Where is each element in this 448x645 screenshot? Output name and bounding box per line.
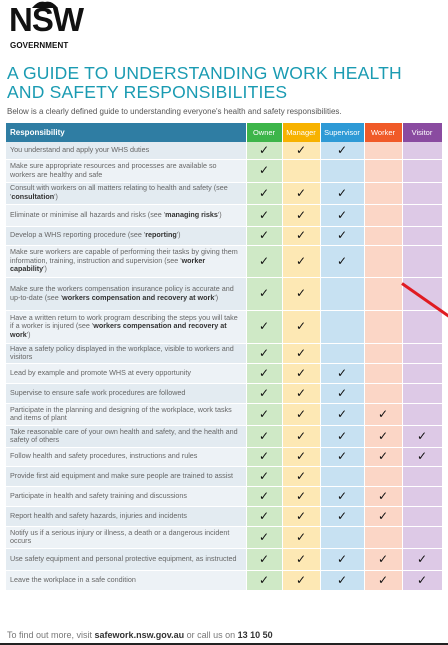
responsibility-text: Follow health and safety procedures, instructions and rules <box>10 451 198 461</box>
check-cell-supervisor <box>320 182 364 204</box>
check-mark-icon: ✓ <box>258 449 270 464</box>
table-row <box>6 159 442 182</box>
responsibility-text: Consult with workers on all matters relating to health and safety (see ' <box>10 183 228 201</box>
logo-government: GOVERNMENT <box>10 41 69 50</box>
check-mark-icon: ✓ <box>336 488 348 503</box>
check-mark-icon: ✓ <box>336 185 348 200</box>
check-cell-owner <box>246 363 282 383</box>
check-cell-manager <box>282 277 320 310</box>
footer-contact <box>7 630 273 640</box>
responsibility-cell <box>6 226 246 245</box>
check-cell-owner <box>246 466 282 486</box>
table-row <box>6 226 442 245</box>
check-mark-icon: ✓ <box>258 529 270 544</box>
responsibility-cell <box>6 570 246 590</box>
check-cell-worker <box>364 570 402 590</box>
check-cell-manager <box>282 245 320 277</box>
check-mark-icon: ✓ <box>258 551 270 566</box>
check-cell-owner <box>246 226 282 245</box>
check-mark-icon: ✓ <box>416 572 428 587</box>
check-cell-owner <box>246 383 282 403</box>
check-cell-visitor <box>402 526 442 548</box>
check-cell-supervisor <box>320 526 364 548</box>
responsibility-text-end: ') <box>43 264 47 274</box>
check-cell-supervisor <box>320 570 364 590</box>
table-row <box>6 403 442 425</box>
page-title-line-2: AND SAFETY RESPONSIBILITIES <box>7 82 288 102</box>
check-cell-supervisor <box>320 310 364 343</box>
check-mark-icon: ✓ <box>295 551 307 566</box>
check-cell-worker <box>364 277 402 310</box>
table-row <box>6 548 442 570</box>
check-cell-supervisor <box>320 403 364 425</box>
check-mark-icon: ✓ <box>336 228 348 243</box>
check-cell-supervisor <box>320 204 364 226</box>
table-row <box>6 486 442 506</box>
check-mark-icon: ✓ <box>258 253 270 268</box>
responsibility-cell <box>6 403 246 425</box>
check-mark-icon: ✓ <box>258 572 270 587</box>
check-cell-owner <box>246 506 282 526</box>
check-cell-manager <box>282 204 320 226</box>
check-cell-supervisor <box>320 383 364 403</box>
check-cell-supervisor <box>320 425 364 447</box>
responsibility-text: Develop a WHS reporting procedure (see ' <box>10 230 146 240</box>
footer-phone[interactable]: 13 10 50 <box>237 630 273 640</box>
check-cell-visitor <box>402 506 442 526</box>
check-mark-icon: ✓ <box>416 551 428 566</box>
check-mark-icon: ✓ <box>336 428 348 443</box>
check-cell-worker <box>364 182 402 204</box>
responsibility-text: Participate in the planning and designing of the workplace, work tasks and items of plant <box>10 404 232 423</box>
responsibility-table <box>6 123 443 591</box>
responsibility-reference: reporting <box>145 230 177 240</box>
check-cell-worker <box>364 226 402 245</box>
check-cell-visitor <box>402 142 442 159</box>
check-cell-supervisor <box>320 142 364 159</box>
check-cell-visitor <box>402 182 442 204</box>
check-mark-icon: ✓ <box>258 345 270 360</box>
check-cell-visitor <box>402 548 442 570</box>
check-mark-icon: ✓ <box>295 253 307 268</box>
check-mark-icon: ✓ <box>336 551 348 566</box>
check-cell-visitor <box>402 204 442 226</box>
check-mark-icon: ✓ <box>258 468 270 483</box>
responsibility-cell <box>6 383 246 403</box>
check-cell-owner <box>246 570 282 590</box>
table-body <box>6 142 442 590</box>
check-mark-icon: ✓ <box>295 319 307 334</box>
table-header-row <box>6 123 442 142</box>
responsibility-text: You understand and apply your WHS duties <box>10 144 150 154</box>
check-cell-owner <box>246 425 282 447</box>
table-row <box>6 277 442 310</box>
check-cell-owner <box>246 403 282 425</box>
check-mark-icon: ✓ <box>336 572 348 587</box>
table-row <box>6 447 442 466</box>
check-cell-visitor <box>402 466 442 486</box>
check-cell-visitor <box>402 486 442 506</box>
check-cell-supervisor <box>320 506 364 526</box>
check-cell-owner <box>246 447 282 466</box>
check-mark-icon: ✓ <box>258 207 270 222</box>
check-mark-icon: ✓ <box>258 508 270 523</box>
check-cell-worker <box>364 310 402 343</box>
table-row <box>6 570 442 590</box>
responsibility-cell <box>6 245 246 277</box>
responsibility-cell <box>6 142 246 159</box>
check-mark-icon: ✓ <box>336 142 348 157</box>
responsibility-reference: workers compensation and recovery at work <box>10 321 227 339</box>
responsibility-text: Supervise to ensure safe work procedures are followed <box>10 387 186 397</box>
check-mark-icon: ✓ <box>258 163 270 178</box>
table-row <box>6 245 442 277</box>
responsibility-text: Make sure the workers compensation insurance policy is accurate and up-to-date (see ' <box>10 283 234 302</box>
check-cell-worker <box>364 486 402 506</box>
check-cell-visitor <box>402 447 442 466</box>
responsibility-text: Participate in health and safety training and discussions <box>10 490 187 500</box>
check-mark-icon: ✓ <box>295 365 307 380</box>
responsibility-text: Eliminate or minimise all hazards and risks (see ' <box>10 209 166 219</box>
check-cell-manager <box>282 159 320 182</box>
check-cell-worker <box>364 548 402 570</box>
check-mark-icon: ✓ <box>295 428 307 443</box>
check-mark-icon: ✓ <box>336 253 348 268</box>
check-cell-supervisor <box>320 486 364 506</box>
check-cell-manager <box>282 403 320 425</box>
responsibility-cell <box>6 159 246 182</box>
check-mark-icon: ✓ <box>258 365 270 380</box>
check-cell-manager <box>282 425 320 447</box>
check-mark-icon: ✓ <box>295 228 307 243</box>
check-mark-icon: ✓ <box>295 286 307 301</box>
check-cell-visitor <box>402 425 442 447</box>
check-mark-icon: ✓ <box>258 142 270 157</box>
responsibility-cell <box>6 310 246 343</box>
check-cell-visitor <box>402 226 442 245</box>
table-row <box>6 142 442 159</box>
page-title-line-1: A GUIDE TO UNDERSTANDING WORK HEALTH <box>7 63 402 83</box>
footer-text-mid: or call us on <box>184 630 238 640</box>
responsibility-cell <box>6 526 246 548</box>
footer-url-link[interactable]: safework.nsw.gov.au <box>94 630 185 640</box>
check-cell-owner <box>246 343 282 363</box>
check-cell-supervisor <box>320 343 364 363</box>
check-cell-manager <box>282 142 320 159</box>
check-cell-owner <box>246 526 282 548</box>
check-cell-manager <box>282 447 320 466</box>
responsibility-text: Have a written return to work program describing the steps you will take if a worker is injured (see ' <box>10 312 238 331</box>
page-subtitle: Below is a clearly defined guide to understanding everyone's health and safety responsibilities. <box>7 107 342 116</box>
responsibility-text: Have a safety policy displayed in the workplace, visible to workers and visitors <box>10 343 234 362</box>
table-row <box>6 425 442 447</box>
check-cell-owner <box>246 310 282 343</box>
check-mark-icon: ✓ <box>258 185 270 200</box>
check-cell-owner <box>246 159 282 182</box>
check-cell-supervisor <box>320 466 364 486</box>
responsibility-cell <box>6 182 246 204</box>
nsw-government-logo <box>6 0 83 50</box>
check-cell-owner <box>246 245 282 277</box>
check-cell-manager <box>282 343 320 363</box>
responsibility-cell <box>6 447 246 466</box>
table-row <box>6 506 442 526</box>
check-cell-manager <box>282 526 320 548</box>
responsibility-text: Notify us if a serious injury or illness, a death or a dangerous incident occurs <box>10 527 230 546</box>
check-mark-icon: ✓ <box>416 428 428 443</box>
responsibility-reference: consultation <box>11 192 55 201</box>
check-mark-icon: ✓ <box>416 449 428 464</box>
check-cell-worker <box>364 159 402 182</box>
check-cell-supervisor <box>320 226 364 245</box>
header-visitor: Visitor <box>402 123 442 142</box>
table-row <box>6 204 442 226</box>
check-cell-manager <box>282 486 320 506</box>
check-mark-icon: ✓ <box>258 385 270 400</box>
table-row <box>6 343 442 363</box>
check-cell-worker <box>364 363 402 383</box>
responsibility-text-end: ') <box>217 209 222 219</box>
check-mark-icon: ✓ <box>295 142 307 157</box>
check-cell-supervisor <box>320 245 364 277</box>
check-cell-visitor <box>402 363 442 383</box>
check-cell-visitor <box>402 343 442 363</box>
table-row <box>6 363 442 383</box>
check-cell-supervisor <box>320 548 364 570</box>
responsibility-reference: worker capability <box>10 255 206 274</box>
check-mark-icon: ✓ <box>295 449 307 464</box>
responsibility-reference: managing risks <box>165 209 218 219</box>
responsibility-cell <box>6 204 246 226</box>
header-owner: Owner <box>246 123 282 142</box>
responsibility-text-end: ') <box>176 230 181 240</box>
header-manager: Manager <box>282 123 320 142</box>
responsibility-text: Take reasonable care of your own health and safety, and the health and safety of others <box>10 426 238 445</box>
check-cell-owner <box>246 182 282 204</box>
check-mark-icon: ✓ <box>258 319 270 334</box>
responsibility-text: Provide first aid equipment and make sure people are trained to assist <box>10 470 233 480</box>
check-cell-worker <box>364 425 402 447</box>
check-cell-worker <box>364 403 402 425</box>
check-mark-icon: ✓ <box>336 449 348 464</box>
check-cell-worker <box>364 526 402 548</box>
check-cell-visitor <box>402 245 442 277</box>
responsibility-cell <box>6 343 246 363</box>
check-mark-icon: ✓ <box>336 365 348 380</box>
check-cell-owner <box>246 486 282 506</box>
table-row <box>6 466 442 486</box>
check-mark-icon: ✓ <box>258 406 270 421</box>
check-cell-manager <box>282 506 320 526</box>
check-cell-supervisor <box>320 447 364 466</box>
check-cell-worker <box>364 245 402 277</box>
responsibility-cell <box>6 548 246 570</box>
check-cell-visitor <box>402 403 442 425</box>
check-cell-supervisor <box>320 159 364 182</box>
check-cell-owner <box>246 548 282 570</box>
check-cell-manager <box>282 570 320 590</box>
responsibility-reference: workers compensation and recovery at work <box>62 292 215 302</box>
check-cell-owner <box>246 277 282 310</box>
check-mark-icon: ✓ <box>377 488 389 503</box>
check-mark-icon: ✓ <box>295 345 307 360</box>
responsibility-text: Lead by example and promote WHS at every opportunity <box>10 367 191 377</box>
responsibility-text: Make sure workers are capable of performing their tasks by giving them information, training, instruction and supervision (see ' <box>10 247 238 265</box>
table-row <box>6 383 442 403</box>
check-mark-icon: ✓ <box>336 406 348 421</box>
check-cell-worker <box>364 142 402 159</box>
check-mark-icon: ✓ <box>377 572 389 587</box>
check-mark-icon: ✓ <box>258 488 270 503</box>
check-cell-manager <box>282 466 320 486</box>
responsibility-cell <box>6 486 246 506</box>
responsibility-cell <box>6 466 246 486</box>
check-cell-visitor <box>402 570 442 590</box>
responsibility-text-end: ') <box>26 329 31 339</box>
header-worker: Worker <box>364 123 402 142</box>
check-mark-icon: ✓ <box>295 508 307 523</box>
responsibility-text: Leave the workplace in a safe condition <box>10 574 136 584</box>
responsibility-text: Use safety equipment and personal protective equipment, as instructed <box>10 553 237 563</box>
check-mark-icon: ✓ <box>377 551 389 566</box>
check-cell-worker <box>364 466 402 486</box>
check-cell-worker <box>364 204 402 226</box>
check-mark-icon: ✓ <box>336 207 348 222</box>
check-cell-worker <box>364 343 402 363</box>
responsibility-text: Report health and safety hazards, injuries and incidents <box>10 510 187 520</box>
check-cell-owner <box>246 142 282 159</box>
check-mark-icon: ✓ <box>377 406 389 421</box>
header-responsibility: Responsibility <box>6 123 246 142</box>
responsibility-text-end: ') <box>214 292 219 302</box>
responsibility-text: Make sure appropriate resources and processes are available so workers are healthy and safe <box>10 160 217 179</box>
responsibility-cell <box>6 506 246 526</box>
logo-nsw: NSW <box>9 1 83 38</box>
check-cell-worker <box>364 447 402 466</box>
table-row <box>6 526 442 548</box>
check-mark-icon: ✓ <box>295 488 307 503</box>
responsibility-cell <box>6 363 246 383</box>
check-mark-icon: ✓ <box>258 286 270 301</box>
check-cell-visitor <box>402 159 442 182</box>
check-cell-worker <box>364 506 402 526</box>
check-cell-supervisor <box>320 277 364 310</box>
check-cell-manager <box>282 383 320 403</box>
footer-text-pre: To find out more, visit <box>7 630 95 640</box>
check-mark-icon: ✓ <box>295 468 307 483</box>
check-mark-icon: ✓ <box>336 508 348 523</box>
check-cell-manager <box>282 226 320 245</box>
check-cell-manager <box>282 548 320 570</box>
check-mark-icon: ✓ <box>258 428 270 443</box>
table-row <box>6 310 442 343</box>
check-cell-owner <box>246 204 282 226</box>
check-mark-icon: ✓ <box>295 406 307 421</box>
check-mark-icon: ✓ <box>377 508 389 523</box>
check-mark-icon: ✓ <box>295 207 307 222</box>
check-mark-icon: ✓ <box>377 428 389 443</box>
check-cell-visitor <box>402 383 442 403</box>
check-cell-visitor <box>402 310 442 343</box>
check-cell-worker <box>364 383 402 403</box>
check-cell-supervisor <box>320 363 364 383</box>
page-title <box>7 64 437 102</box>
responsibility-text-end: ') <box>54 192 58 201</box>
responsibility-cell <box>6 277 246 310</box>
check-mark-icon: ✓ <box>295 529 307 544</box>
table-row <box>6 182 442 204</box>
check-mark-icon: ✓ <box>295 385 307 400</box>
check-mark-icon: ✓ <box>377 449 389 464</box>
check-cell-manager <box>282 363 320 383</box>
check-mark-icon: ✓ <box>336 385 348 400</box>
header-supervisor: Supervisor <box>320 123 364 142</box>
check-mark-icon: ✓ <box>295 572 307 587</box>
check-cell-manager <box>282 310 320 343</box>
check-mark-icon: ✓ <box>295 185 307 200</box>
responsibility-cell <box>6 425 246 447</box>
check-mark-icon: ✓ <box>258 228 270 243</box>
check-cell-manager <box>282 182 320 204</box>
